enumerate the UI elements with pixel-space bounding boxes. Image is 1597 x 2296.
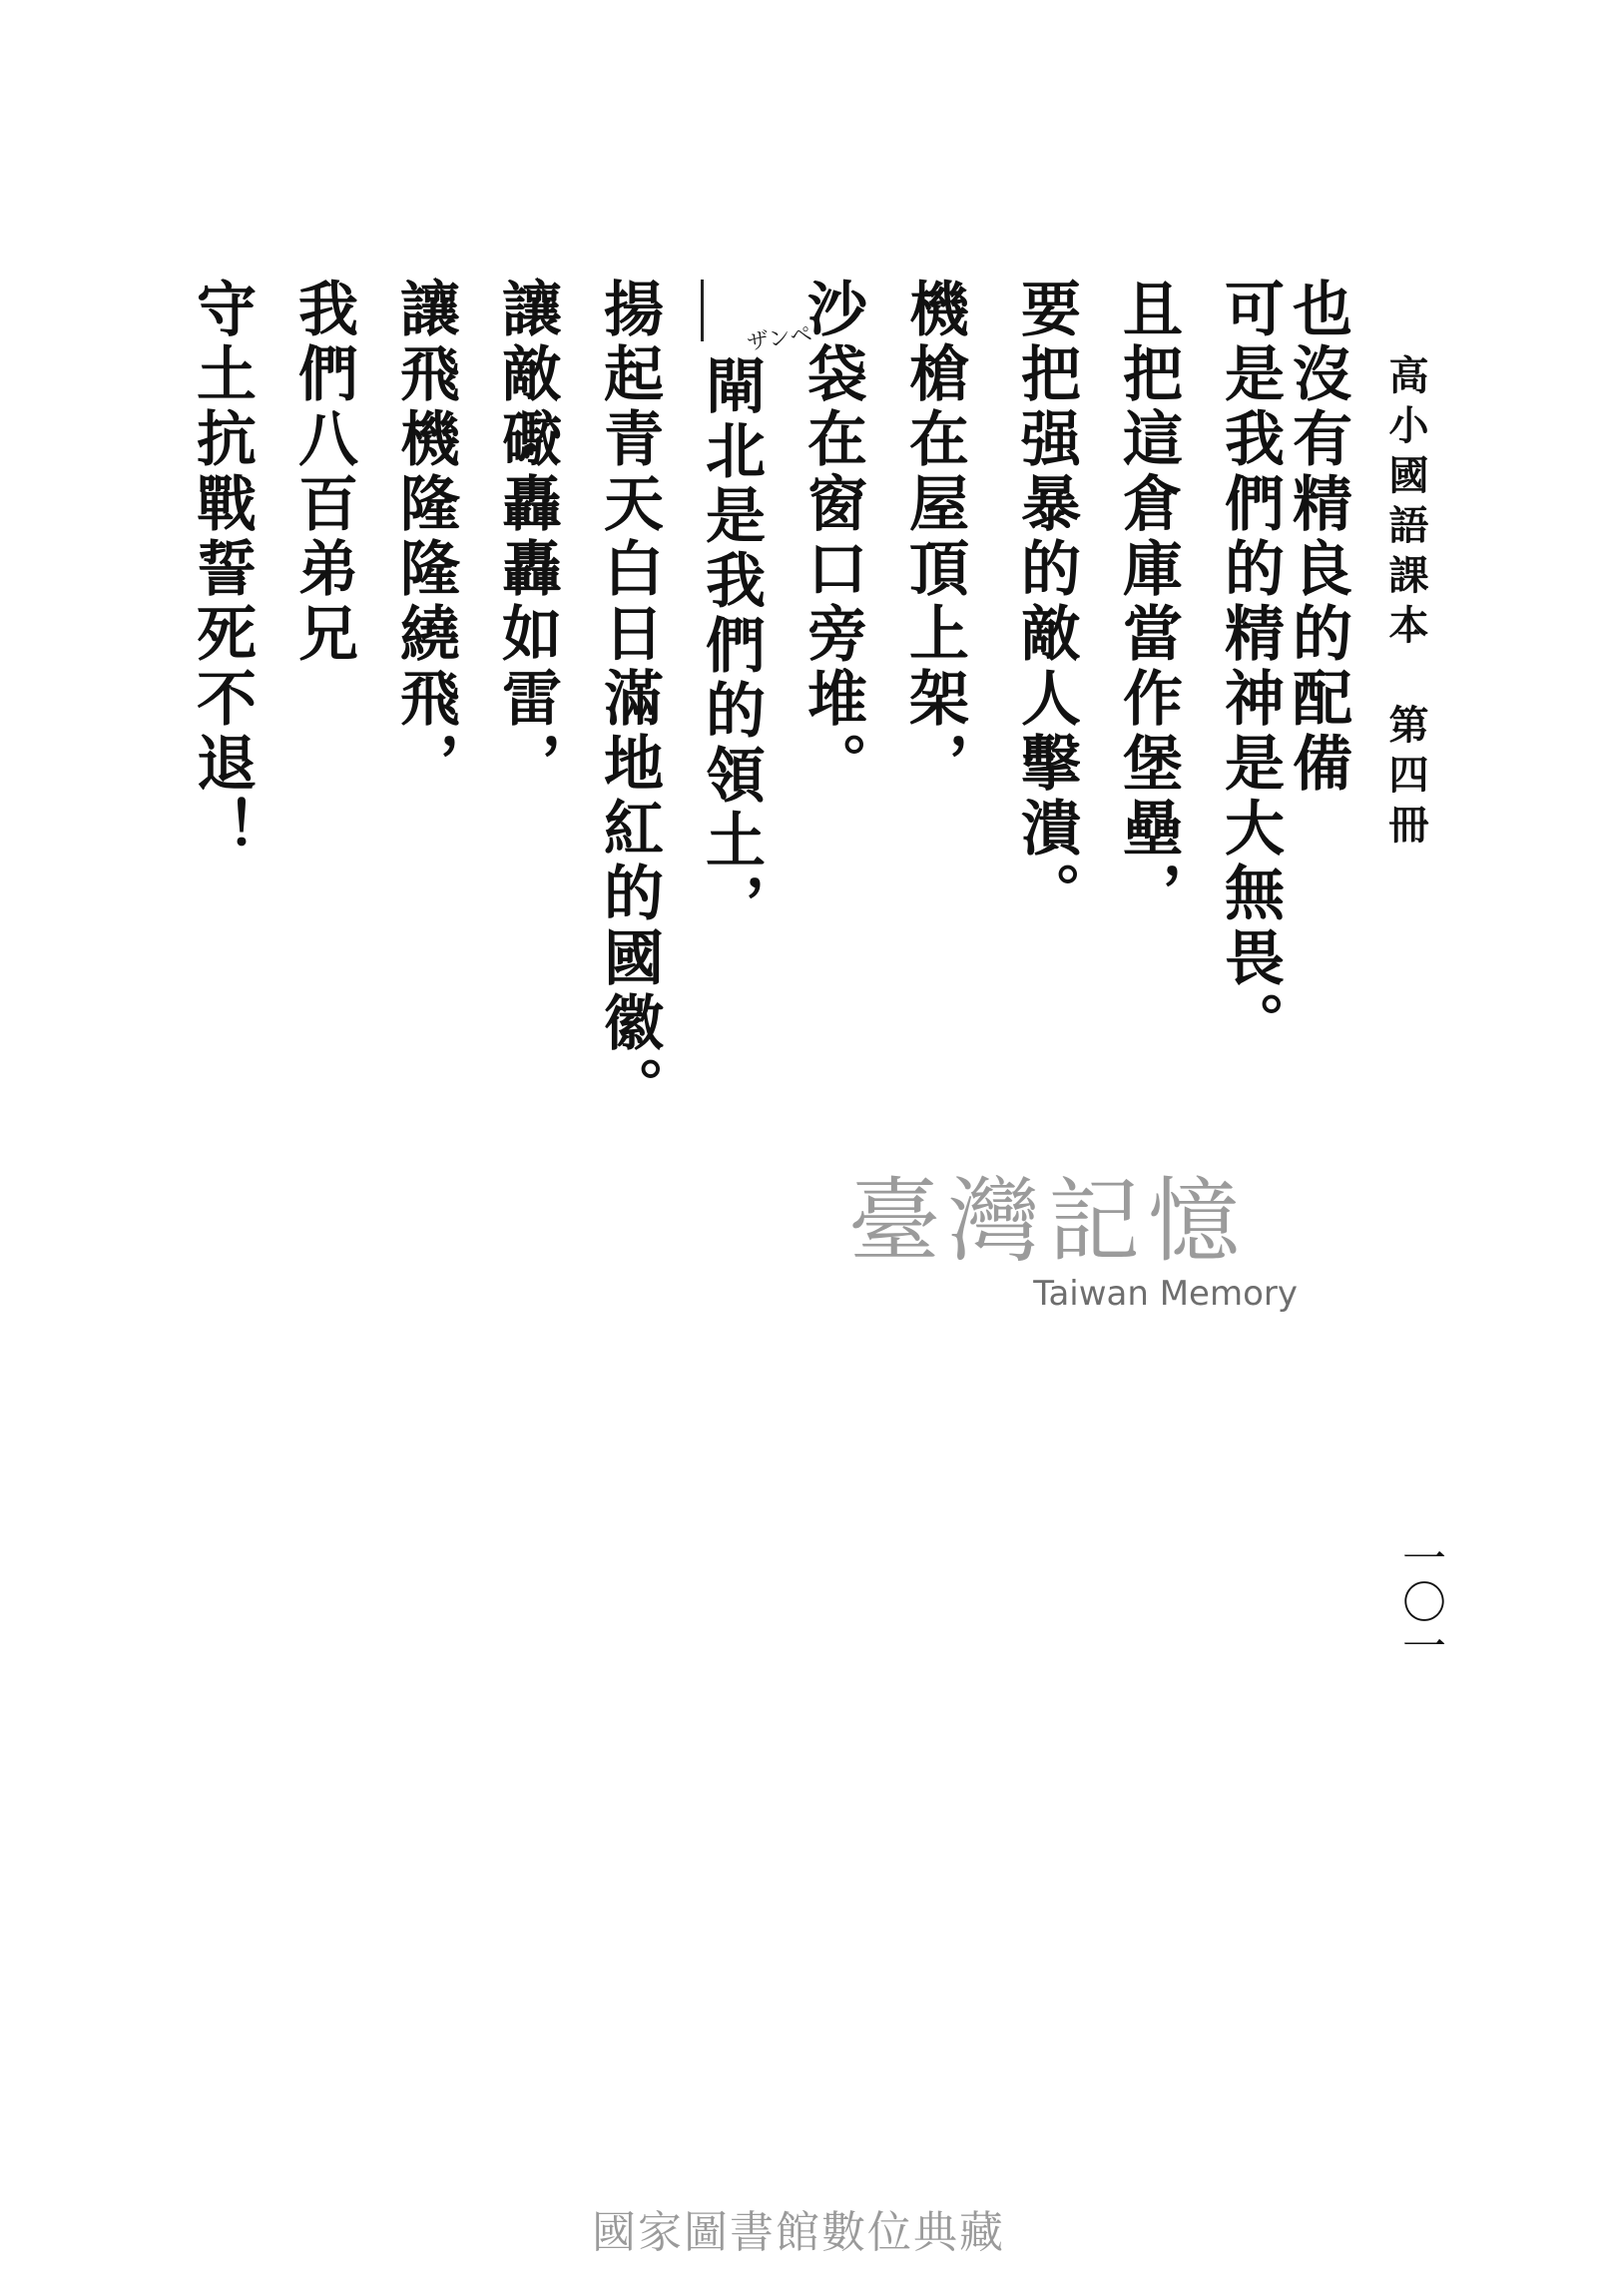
poem-line-6: 沙袋在窗口旁堆。 <box>798 278 867 797</box>
poem-line-1: 也沒有精良的配備 <box>1283 278 1352 797</box>
poem-line-11: 我們八百弟兄 <box>288 278 358 667</box>
watermark-english: Taiwan Memory <box>1033 1274 1298 1314</box>
poem-line-8: 揚起青天白日滿地紅的國徽。 <box>594 278 664 1121</box>
watermark-chinese: 臺灣記憶 <box>847 1168 1248 1275</box>
proper-noun-mark <box>701 280 704 341</box>
poem-line-7: 閘北是我們的領土， <box>696 354 766 938</box>
poem-line-9: 讓敵礮轟轟如雷， <box>492 278 562 797</box>
reading-annotation: ザンペ <box>745 321 814 356</box>
footer-credit: 國家圖書館數位典藏 <box>592 2207 1005 2258</box>
poem-line-2: 可是我們的精神是大無畏。 <box>1215 278 1285 1056</box>
poem-line-5: 機槍在屋頂上架， <box>899 278 969 797</box>
watermark-logo <box>798 1148 1298 1314</box>
page-number: 一〇一 <box>1394 1535 1445 1667</box>
running-header: 高小國語課本 第四冊 <box>1382 354 1429 854</box>
poem-line-10: 讓飛機隆隆繞飛， <box>390 278 460 797</box>
poem-line-12: 守土抗戰誓死不退！ <box>187 278 257 861</box>
poem-line-3: 且把這倉庫當作堡壘， <box>1113 278 1183 926</box>
poem-line-4: 要把强暴的敵人擊潰。 <box>1011 278 1081 926</box>
